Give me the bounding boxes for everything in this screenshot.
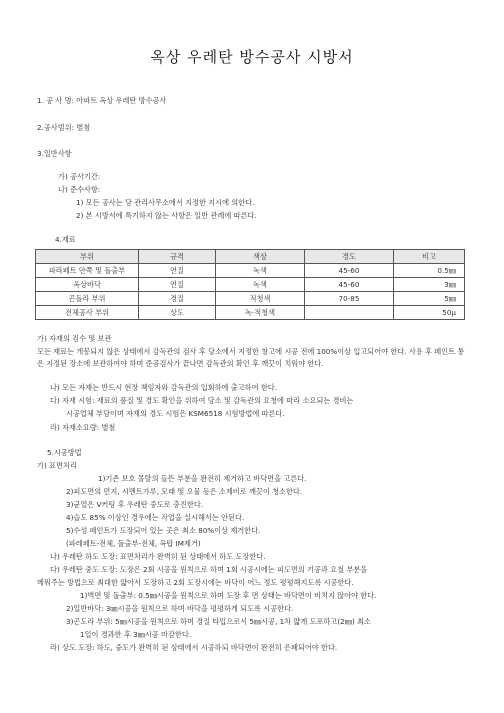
cell-color: 녹색 (216, 264, 305, 278)
section-materials: 4.재료 (55, 235, 76, 244)
cell-spec: 상도 (139, 306, 216, 320)
compliance-item-2: 2) 본 시방서에 특기하지 않는 사항은 일반 관례에 따른다. (76, 211, 257, 220)
table-row (36, 292, 465, 306)
middle-coating-item-3: 3)곤도라 부위: 5㎜시공을 원칙으로 하며 경질 타입으로서 5㎜시공, 1차 얇게 도포하고(2㎜) 최소 (66, 617, 371, 626)
surface-step-5: 5)수성 페인트가 도장되어 있는 곳은 최소 80%이상 제거한다. (66, 526, 261, 535)
document-title: 옥상 우레탄 방수공사 시방서 (150, 48, 354, 66)
surface-step-note: (파레페트-전체, 돌출부-전체, 옥탑 IM제거) (66, 539, 201, 548)
primer-coating: 나) 우레탄 하도 도장: 표면처리가 완벽히 된 상태에서 하도 도장한다. (50, 552, 266, 561)
materials-inspection-heading: 가) 자재의 검수 및 보관 (37, 334, 112, 343)
section-scope: 2.공사범위: 별첨 (37, 123, 91, 132)
cell-hardness: 70-85 (305, 292, 394, 306)
cell-spec: 연질 (139, 264, 216, 278)
surface-step-2: 2)피도면의 먼지, 시멘트가루, 모래 및 오물 등은 소제비로 깨끗이 청소한다. (66, 487, 303, 496)
table-row (36, 306, 465, 320)
cell-spec: 경질 (139, 292, 216, 306)
top-coating: 라) 상도 도장: 하도, 중도가 완벽히 된 상태에서 시공하되 바닥면이 완전히 은폐되어야 한다. (50, 643, 338, 652)
section-method: 5.시공방법 (47, 448, 82, 457)
materials-test-line-2: 시공업체 부담이며 자재의 경도 시험은 KSM6518 시험방법에 따른다. (66, 409, 285, 418)
middle-coating-item-2: 2)일반바닥: 3㎜시공을 원칙으로 하며 바닥을 평평하게 되도록 시공한다. (66, 604, 294, 613)
general-period: 가) 공사기간: (58, 172, 101, 181)
materials-release: 나) 모든 자재는 반드시 현장 책임자와 감독관의 입회하에 출고하여 한다. (50, 383, 278, 392)
header-part: 부위 (36, 250, 139, 264)
cell-spec: 연질 (139, 278, 216, 292)
cell-hardness: 45-60 (305, 264, 394, 278)
table-row (36, 264, 465, 278)
cell-part: 옥상바닥 (36, 278, 139, 292)
materials-inspection-body: 모든 재료는 개봉되지 않은 상태에서 감독관의 검사 후 당소에서 지정한 창고에 시공 전에 100%이상 입고되어야 한다. 사용 후 페인트 통은 지정된 장소에 보관하여야 하며 준공검사가 끝나면 감독관의 확인 후 깨끗이 치워야 한다. (37, 347, 465, 368)
header-spec: 규격 (139, 250, 216, 264)
cell-color: 녹·적청색 (216, 306, 305, 320)
header-hardness: 경도 (305, 250, 394, 264)
middle-coating-item-3-cont: 1일이 경과한 후 3㎜시공 마감한다. (80, 630, 192, 639)
middle-coating-line-2: 메워주는 방법으로 최대한 얇아서 도장하고 2회 도장시에는 바닥이 어느 정도 평평해지도록 시공한다. (37, 578, 354, 587)
cell-part: 전체공사 부위 (36, 306, 139, 320)
surface-step-4: 4)습도 85% 이상인 경우에는 작업을 실시해서는 안된다. (66, 513, 245, 522)
cell-note: 3㎜ (394, 278, 465, 292)
cell-hardness (305, 306, 394, 320)
cell-hardness: 45-60 (305, 278, 394, 292)
materials-test-line-1: 다) 자재 시험: 재료의 품질 및 경도 확인을 위하여 당소 및 감독관의 요청에 따라 소요되는 경비는 (50, 396, 354, 405)
surface-treatment-heading: 가) 표면처리 (37, 461, 77, 470)
surface-step-1: 1)기존 보호 몰탈의 들뜬 부분을 완전히 제거하고 바닥면을 고른다. (98, 474, 307, 483)
section-project-name: 1. 공 사 명: 아파트 옥상 우레탄 방수공사 (37, 96, 167, 105)
materials-table (35, 249, 465, 320)
cell-part: 파라페트 안쪽 및 돌출부 (36, 264, 139, 278)
section-general: 3.일반사항 (37, 149, 72, 158)
header-color: 색상 (216, 250, 305, 264)
cell-note: 0.5㎜ (394, 264, 465, 278)
table-row (36, 278, 465, 292)
cell-color: 적청색 (216, 292, 305, 306)
header-note: 비고 (394, 250, 465, 264)
surface-step-3: 3)균열은 V커팅 후 우레탄 중도로 충진한다. (66, 500, 204, 509)
middle-coating-item-1: 1)벽면 및 돌출부: 0.5㎜시공을 원칙으로 하며 도장 후 면 상태는 바닥면이 비치지 않아야 한다. (80, 591, 377, 600)
cell-part: 곤돌라 부위 (36, 292, 139, 306)
compliance-item-1: 1) 모든 공사는 당 관리사무소에서 지정한 지시에 의한다. (76, 198, 255, 207)
materials-quantity: 라) 자재소요량: 별첨 (50, 423, 116, 432)
general-compliance: 나) 준수사항: (58, 185, 101, 194)
cell-note: 5㎜ (394, 292, 465, 306)
cell-color: 녹색 (216, 278, 305, 292)
cell-note: 50μ (394, 306, 465, 320)
table-header-row (36, 250, 465, 264)
middle-coating-line-1: 다) 우레탄 중도 도장: 도장은 2회 시공을 원칙으로 하며 1회 시공시에는 피도면의 기공과 요철 부분을 (50, 565, 368, 574)
